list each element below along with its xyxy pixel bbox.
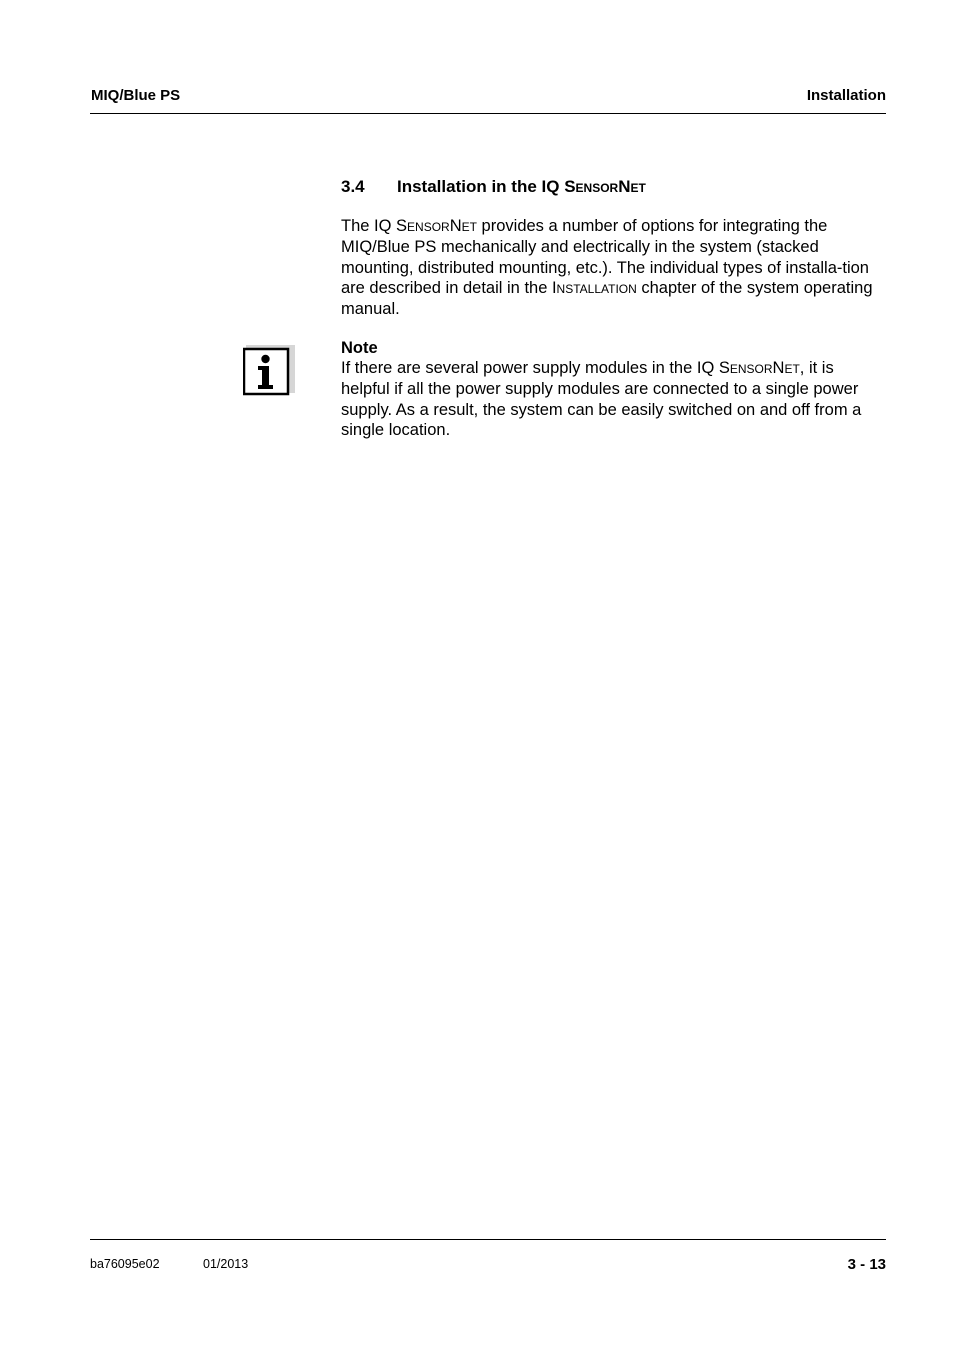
intro-paragraph (341, 216, 886, 320)
section-number: 3.4 (341, 177, 365, 196)
intro-brand: SensorNet (396, 217, 477, 235)
page-number: 3 - 13 (847, 1256, 886, 1273)
footer-divider (90, 1239, 886, 1240)
intro-chapter-ref: Installation (551, 279, 637, 298)
note-brand: SensorNet (718, 359, 800, 377)
note-text-1: If there are several power supply modules in the IQ (341, 359, 719, 377)
intro-text-2: provides a number of options for integrating the MIQ/Blue PS mechanically and electrically in the system (stacked mounting, distributed mounting, etc.). The individual types of installa-tion are described in detail in the (341, 217, 869, 298)
running-header-chapter: Installation (806, 87, 886, 104)
info-icon (243, 345, 295, 396)
note-body (341, 358, 886, 441)
intro-text-1: The IQ (341, 217, 397, 235)
note-text-2: , it is helpful if all the power supply modules are connected to a single power supply. As a result, the system can be easily switched on and off from a single location. (341, 359, 862, 440)
header-divider (90, 113, 886, 114)
section-title: Installation in the IQ (397, 177, 565, 196)
note-title: Note (341, 339, 378, 357)
section-heading (341, 177, 646, 197)
running-header-product: MIQ/Blue PS (91, 87, 181, 104)
section-title-brand: SensorNet (564, 177, 646, 196)
intro-text-3: chapter of the system operating manual. (341, 279, 873, 319)
footer-date: 01/2013 (203, 1257, 249, 1271)
footer-doc-id: ba76095e02 (90, 1257, 160, 1271)
